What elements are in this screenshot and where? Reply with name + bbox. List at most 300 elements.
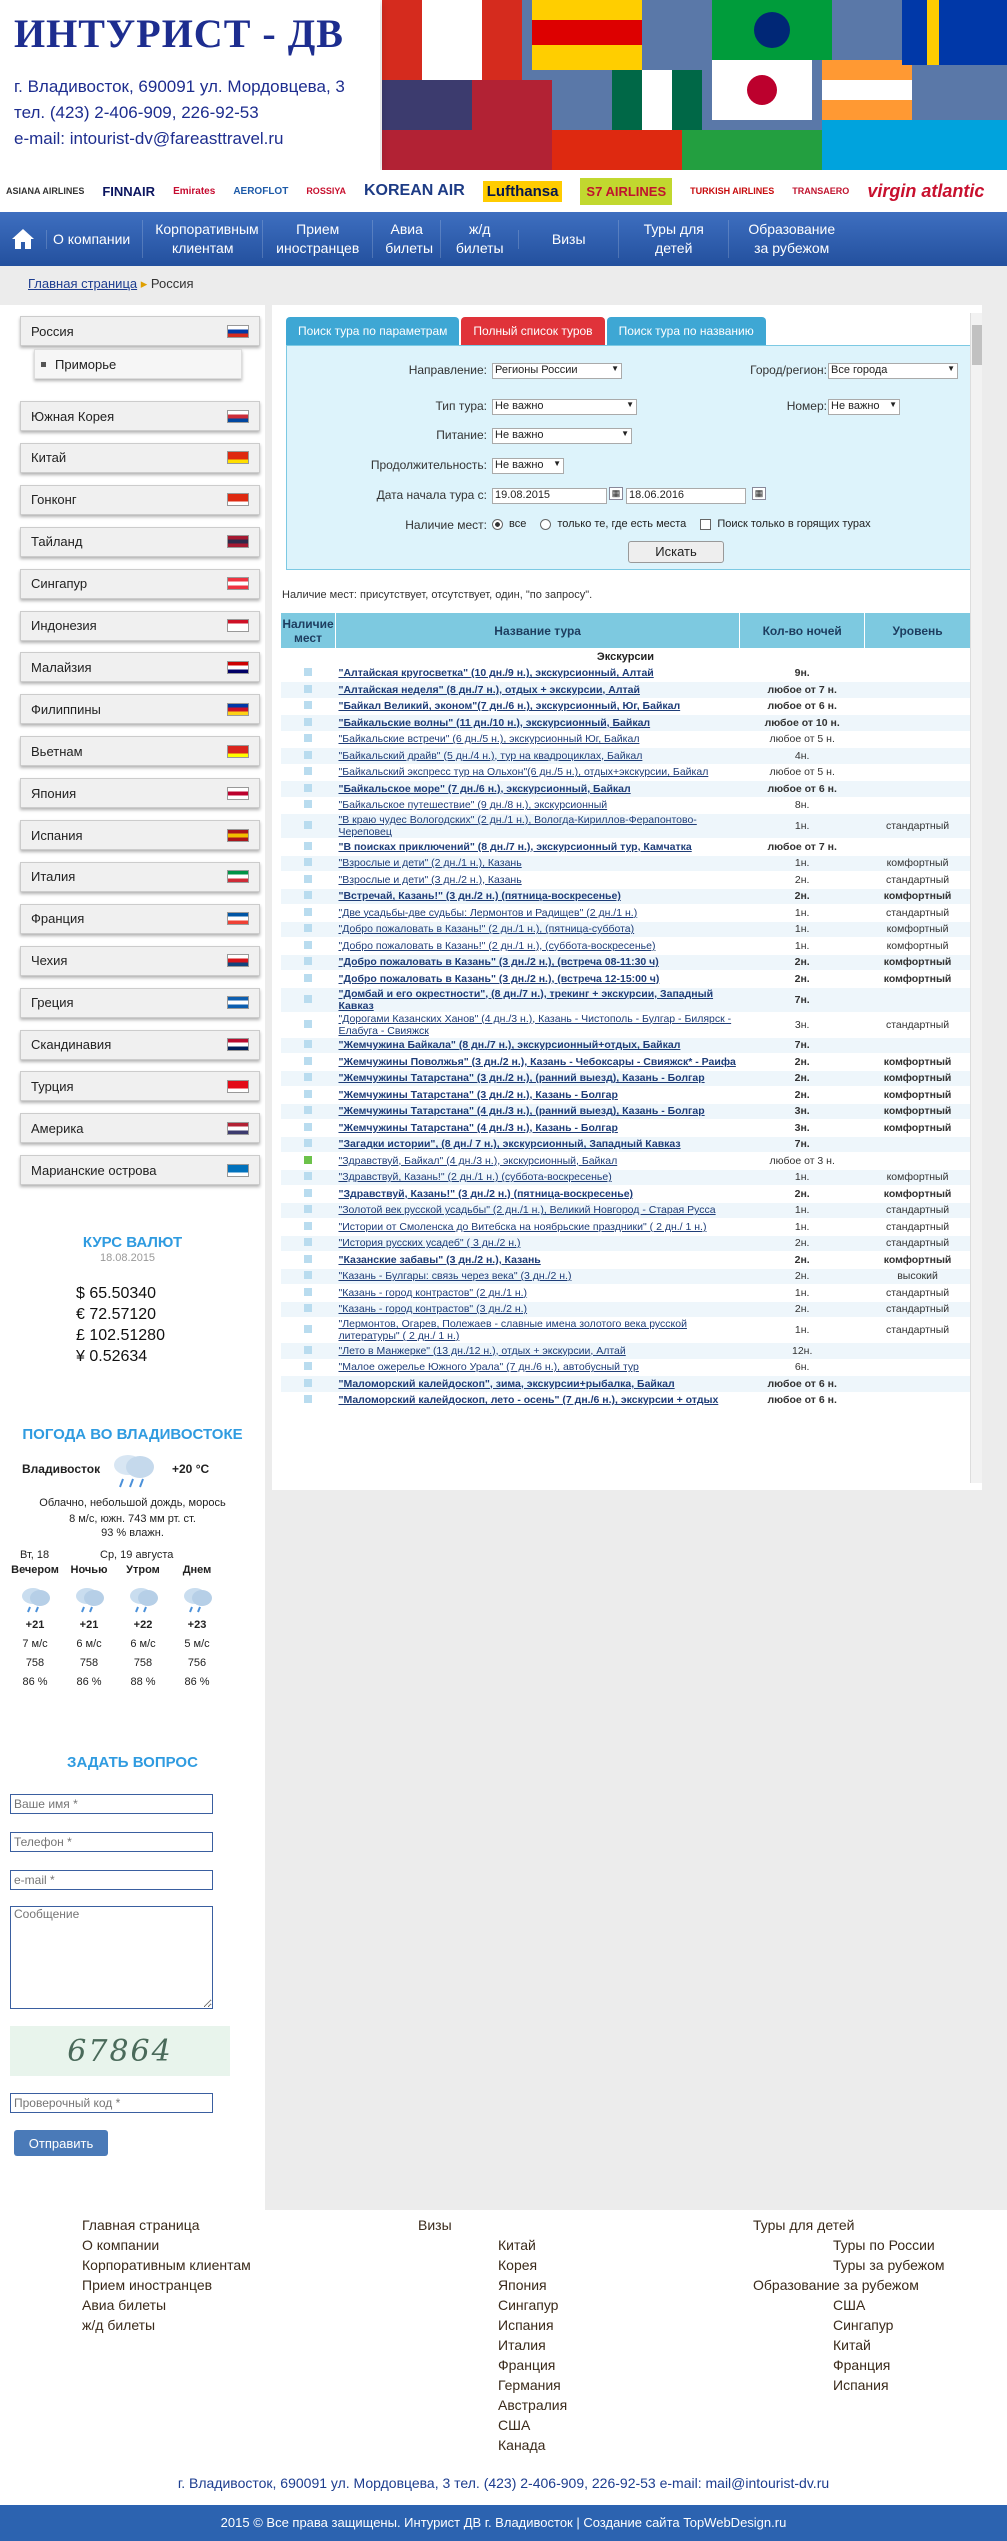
- sidebar-country-item[interactable]: [20, 527, 260, 557]
- country-label: Марианские острова: [31, 1162, 157, 1178]
- table-row: [281, 1343, 971, 1360]
- tour-name-link[interactable]: "Лето в Манжерке" (13 дн./12 н.), отдых + экскурсии, Алтай: [335, 1343, 739, 1360]
- forecast-pressure: 758: [79, 1657, 99, 1669]
- sidebar-country-item[interactable]: [20, 1113, 260, 1143]
- table-row: [281, 855, 971, 872]
- table-row: [281, 1301, 971, 1318]
- nights-cell: 4н.: [740, 748, 865, 765]
- forecast-pressure: 758: [133, 1657, 153, 1669]
- tour-name-link[interactable]: "Маломорский калейдоскоп", зима, экскурсии+рыбалка, Байкал: [335, 1376, 739, 1393]
- availability-marker-icon: [304, 751, 312, 759]
- tour-name-link[interactable]: "Жемчужины Поволжья" (3 дн./2 н.), Казань - Чебоксары - Свияжск* - Раифа: [335, 1054, 739, 1071]
- level-cell: комфортный: [865, 855, 971, 872]
- type-select[interactable]: Не важно ▼: [492, 399, 637, 415]
- tour-name-link[interactable]: "Байкальские волны" (11 дн./10 н.), экскурсионный, Байкал: [335, 715, 739, 732]
- tour-name-link[interactable]: "Взрослые и дети" (2 дн./1 н.), Казань: [335, 855, 739, 872]
- sidebar-country-item[interactable]: [20, 904, 260, 934]
- tour-name-link[interactable]: "Добро пожаловать в Казань" (3 дн./2 н.), (встреча 08-11:30 ч): [335, 954, 739, 971]
- footer-edu-link[interactable]: Франция: [833, 2357, 891, 2373]
- country-label: Испания: [31, 827, 83, 843]
- date-label: Дата начала тура с:: [376, 488, 487, 502]
- food-label: Питание:: [436, 428, 487, 442]
- nav-rail-tickets[interactable]: ж/д билеты: [440, 220, 518, 258]
- nav-inbound[interactable]: Прием иностранцев: [262, 220, 372, 258]
- nights-cell: 2н.: [740, 888, 865, 905]
- tour-name-link[interactable]: "Маломорский калейдоскоп, лето - осень" (7 дн./6 н.), экскурсии + отдых: [335, 1392, 739, 1409]
- nights-cell: 1н.: [740, 905, 865, 922]
- weather-icon: [118, 1580, 168, 1616]
- availability-cell: [281, 698, 336, 715]
- tour-name-link[interactable]: "Встречай, Казань!" (3 дн./2 н.) (пятница-воскресенье): [335, 888, 739, 905]
- tour-name-link[interactable]: "Две усадьбы-две судьбы: Лермонтов и Радищев" (2 дн./1 н.): [335, 905, 739, 922]
- flag-icon: [227, 954, 249, 967]
- footer-visas: [498, 2235, 567, 2455]
- sidebar-country-item[interactable]: [20, 778, 260, 808]
- tour-name-link[interactable]: "Байкальский драйв" (5 дн./4 н.), тур на квадроциклах, Байкал: [335, 748, 739, 765]
- nav-corporate[interactable]: Корпоративным клиентам: [142, 220, 262, 258]
- tour-name-link[interactable]: "Алтайская неделя" (8 дн./7 н.), отдых + экскурсии, Алтай: [335, 682, 739, 699]
- chevron-down-icon: ▼: [947, 364, 955, 373]
- header-phone: тел. (423) 2-406-909, 226-92-53: [14, 103, 259, 122]
- availability-cell: [281, 987, 336, 1012]
- level-cell: комфортный: [865, 921, 971, 938]
- footer-edu-link[interactable]: Испания: [833, 2377, 889, 2393]
- country-label: Россия: [31, 323, 74, 339]
- hot-tours-checkbox[interactable]: [700, 519, 711, 530]
- weather-wind: 8 м/с, южн. 743 мм рт. ст.: [69, 1513, 196, 1525]
- table-row: [281, 1359, 971, 1376]
- tour-name-link[interactable]: "Байкальский экспресс тур на Ольхон"(6 дн./5 н.), отдых+экскурсии, Байкал: [335, 764, 739, 781]
- level-cell: [865, 1037, 971, 1054]
- flag-icon: [227, 703, 249, 716]
- availability-marker-icon: [304, 891, 312, 899]
- tour-name-link[interactable]: "Взрослые и дети" (3 дн./2 н.), Казань: [335, 872, 739, 889]
- radio-all[interactable]: [492, 519, 503, 530]
- availability-marker-icon: [304, 1139, 312, 1147]
- availability-cell: [281, 1343, 336, 1360]
- rate-jpy: ¥ 0.52634: [76, 1348, 148, 1365]
- number-select[interactable]: Не важно ▼: [828, 399, 900, 415]
- availability-marker-icon: [304, 1395, 312, 1403]
- country-label: Вьетнам: [31, 743, 83, 759]
- availability-marker-icon: [304, 974, 312, 982]
- flag-icon: [227, 829, 249, 842]
- direction-label: Направление:: [408, 363, 487, 377]
- nights-cell: 2н.: [740, 954, 865, 971]
- table-row: [281, 764, 971, 781]
- forecast-humidity: 88 %: [130, 1676, 156, 1688]
- table-row: [281, 954, 971, 971]
- availability-cell: [281, 1376, 336, 1393]
- sidebar-country-item[interactable]: [20, 611, 260, 641]
- nights-cell: любое от 6 н.: [740, 698, 865, 715]
- footer-edu-link[interactable]: США: [833, 2297, 866, 2313]
- sidebar-country-item[interactable]: [20, 485, 260, 515]
- send-button[interactable]: Отправить: [14, 2130, 108, 2156]
- forecast-column: [172, 1561, 222, 1692]
- availability-marker-icon: [304, 1073, 312, 1081]
- table-row: [281, 1186, 971, 1203]
- forecast-humidity: 86 %: [76, 1676, 102, 1688]
- level-cell: стандартный: [865, 872, 971, 889]
- availability-marker-icon: [304, 1123, 312, 1131]
- forecast-column: [118, 1561, 168, 1692]
- section-title: Экскурсии: [281, 649, 971, 666]
- level-cell: [865, 698, 971, 715]
- nights-cell: 1н.: [740, 814, 865, 839]
- col-availability[interactable]: Наличие мест: [281, 613, 336, 649]
- nights-cell: 7н.: [740, 987, 865, 1012]
- footer-kids-link[interactable]: Туры по России: [833, 2237, 935, 2253]
- tour-name-link[interactable]: "Байкальское море" (7 дн./6 н.), экскурсионный, Байкал: [335, 781, 739, 798]
- chevron-down-icon: ▼: [621, 429, 629, 438]
- availability-cell: [281, 1037, 336, 1054]
- header: [0, 0, 1007, 212]
- table-row: [281, 1235, 971, 1252]
- nights-cell: 2н.: [740, 1054, 865, 1071]
- chevron-down-icon: ▼: [553, 459, 561, 468]
- country-label: Чехия: [31, 953, 68, 969]
- tour-name-link[interactable]: "Жемчужина Байкала" (8 дн./7 н.), экскурсионный+отдых, Байкал: [335, 1037, 739, 1054]
- phone-input[interactable]: [10, 1832, 213, 1852]
- scrollbar[interactable]: [970, 313, 982, 1483]
- nav-visas[interactable]: Визы: [518, 230, 618, 249]
- forecast-humidity: 86 %: [22, 1676, 48, 1688]
- footer-visa-link[interactable]: Испания: [498, 2317, 554, 2333]
- tour-name-link[interactable]: "Байкальские встречи" (6 дн./5 н.), экскурсионный Юг, Байкал: [335, 731, 739, 748]
- availability-cell: [281, 872, 336, 889]
- nights-cell: 2н.: [740, 1087, 865, 1104]
- nights-cell: 3н.: [740, 1012, 865, 1037]
- main-nav: [0, 212, 1007, 266]
- footer-link[interactable]: Корпоративным клиентам: [82, 2257, 251, 2273]
- availability-cell: [281, 682, 336, 699]
- tour-name-link[interactable]: "Жемчужины Татарстана" (3 дн./2 н.), Казань - Болгар: [335, 1087, 739, 1104]
- sidebar-country-item[interactable]: [20, 401, 260, 431]
- level-cell: комфортный: [865, 1070, 971, 1087]
- airline-logo: AEROFLOT: [233, 185, 289, 197]
- nights-cell: любое от 5 н.: [740, 731, 865, 748]
- table-row: [281, 938, 971, 955]
- availability-marker-icon: [304, 1325, 312, 1333]
- rate-usd: $ 65.50340: [76, 1285, 157, 1302]
- footer-link[interactable]: Авиа билеты: [82, 2297, 167, 2313]
- level-cell: [865, 1392, 971, 1409]
- tour-name-link[interactable]: "Малое ожерелье Южного Урала" (7 дн./6 н.), автобусный тур: [335, 1359, 739, 1376]
- home-icon: [11, 228, 35, 250]
- sidebar-country-item[interactable]: [20, 316, 260, 346]
- tour-name-link[interactable]: "Казань - город контрастов" (3 дн./2 н.): [335, 1301, 739, 1318]
- table-row: [281, 1285, 971, 1302]
- footer-kids-link[interactable]: Туры за рубежом: [833, 2257, 945, 2273]
- places-label: Наличие мест:: [405, 518, 487, 532]
- table-row: [281, 682, 971, 699]
- tour-name-link[interactable]: "Казань - Булгары: связь через века" (3 дн./2 н.): [335, 1268, 739, 1285]
- availability-cell: [281, 1235, 336, 1252]
- availability-marker-icon: [304, 734, 312, 742]
- nights-cell: 1н.: [740, 1169, 865, 1186]
- home-button[interactable]: [0, 212, 46, 266]
- country-label: Сингапур: [31, 576, 88, 592]
- nights-cell: 1н.: [740, 921, 865, 938]
- sidebar-country-item[interactable]: [20, 1071, 260, 1101]
- airline-logo: ASIANA AIRLINES: [6, 186, 85, 196]
- footer-visa-link[interactable]: Сингапур: [498, 2297, 559, 2313]
- radio-only-available[interactable]: [540, 519, 551, 530]
- tour-name-link[interactable]: "Здравствуй, Казань!" (3 дн./2 н.) (пятница-воскресенье): [335, 1186, 739, 1203]
- level-cell: [865, 797, 971, 814]
- footer-link[interactable]: ж/д билеты: [82, 2317, 156, 2333]
- date-from-input[interactable]: 19.08.2015: [492, 488, 607, 504]
- email-input[interactable]: [10, 1870, 213, 1890]
- food-select[interactable]: Не важно ▼: [492, 428, 632, 444]
- availability-legend: Наличие мест: присутствует, отсутствует, один, "по запросу".: [282, 589, 593, 601]
- copyright-bar: 2015 © Все права защищены. Интурист ДВ г. Владивосток | Создание сайта TopWebDesign.ru: [0, 2505, 1007, 2541]
- country-label: Турция: [31, 1078, 74, 1094]
- nav-kids-tours[interactable]: Туры для детей: [618, 220, 728, 258]
- nights-cell: 3н.: [740, 1103, 865, 1120]
- tour-name-link[interactable]: "История русских усадеб" ( 3 дн./2 н.): [335, 1235, 739, 1252]
- table-row: [281, 731, 971, 748]
- tour-name-link[interactable]: "Добро пожаловать в Казань" (3 дн./2 н.), (встреча 12-15:00 ч): [335, 971, 739, 988]
- city-select[interactable]: Все города ▼: [828, 363, 958, 379]
- footer-edu-title[interactable]: Образование за рубежом: [753, 2277, 919, 2293]
- date-to-input[interactable]: 18.06.2016: [626, 488, 746, 504]
- logo-panel: [0, 0, 380, 170]
- availability-cell: [281, 764, 336, 781]
- airline-logo: ROSSIYA: [306, 186, 346, 196]
- footer: [0, 2210, 1007, 2510]
- flag-icon: [227, 1164, 249, 1177]
- level-cell: комфортный: [865, 954, 971, 971]
- table-row: [281, 698, 971, 715]
- search-button[interactable]: Искать: [628, 541, 724, 563]
- tour-name-link[interactable]: "Истории от Смоленска до Витебска на ноябрьские праздники" ( 2 дн./ 1 н.): [335, 1219, 739, 1236]
- rates-list: [76, 1283, 165, 1367]
- logo[interactable]: ИНТУРИСТ - ДВ: [14, 11, 344, 56]
- sidebar-country-item[interactable]: [20, 1155, 260, 1185]
- availability-cell: [281, 855, 336, 872]
- name-input[interactable]: [10, 1794, 213, 1814]
- weather-title: ПОГОДА ВО ВЛАДИВОСТОКЕ: [22, 1426, 243, 1443]
- nights-cell: 6н.: [740, 1359, 865, 1376]
- footer-visa-link[interactable]: США: [498, 2417, 531, 2433]
- message-textarea[interactable]: [10, 1906, 213, 2009]
- level-cell: [865, 1376, 971, 1393]
- flag-icon: [227, 912, 249, 925]
- weather-humidity: 93 % влажн.: [101, 1527, 164, 1539]
- nights-cell: 7н.: [740, 1037, 865, 1054]
- tour-name-link[interactable]: "Дорогами Казанских Ханов" (4 дн./3 н.), Казань - Чистополь - Булгар - Билярск - Елабуга - Свияжск: [335, 1012, 739, 1037]
- tour-name-link[interactable]: "Домбай и его окрестности", (8 дн./7 н.), трекинг + экскурсии, Западный Кавказ: [335, 987, 739, 1012]
- tour-name-link[interactable]: "Здравствуй, Казань!" (2 дн./1 н.) (суббота-воскресенье): [335, 1169, 739, 1186]
- duration-select[interactable]: Не важно ▼: [492, 458, 564, 474]
- availability-marker-icon: [304, 1222, 312, 1230]
- availability-marker-icon: [304, 1288, 312, 1296]
- sidebar-country-item[interactable]: [20, 694, 260, 724]
- footer-edu-link[interactable]: Сингапур: [833, 2317, 894, 2333]
- availability-marker-icon: [304, 1106, 312, 1114]
- weather-desc: Облачно, небольшой дождь, морось: [39, 1497, 226, 1509]
- table-row: [281, 1169, 971, 1186]
- availability-marker-icon: [304, 858, 312, 866]
- tour-name-link[interactable]: "Байкал Великий, эконом"(7 дн./6 н.), экскурсионный, Юг, Байкал: [335, 698, 739, 715]
- cloud-rain-icon: [108, 1447, 158, 1491]
- flag-icon: [227, 577, 249, 590]
- table-row: [281, 665, 971, 682]
- weather-day2: Ср, 19 августа: [100, 1549, 174, 1561]
- footer-visa-link[interactable]: Австралия: [498, 2397, 568, 2413]
- col-tour-name[interactable]: Название тура: [335, 613, 739, 649]
- availability-marker-icon: [304, 957, 312, 965]
- level-cell: [865, 781, 971, 798]
- tab-name-search[interactable]: Поиск тура по названию: [607, 317, 766, 345]
- tour-name-link[interactable]: "Жемчужины Татарстана" (4 дн./3 н.), (ранний выезд), Казань - Болгар: [335, 1103, 739, 1120]
- footer-kids-title[interactable]: Туры для детей: [753, 2217, 855, 2233]
- nights-cell: 2н.: [740, 971, 865, 988]
- tour-name-link[interactable]: "Добро пожаловать в Казань!" (2 дн./1 н.), (пятница-суббота): [335, 921, 739, 938]
- table-row: [281, 781, 971, 798]
- nights-cell: 9н.: [740, 665, 865, 682]
- footer-links: [82, 2215, 251, 2335]
- tour-name-link[interactable]: "Казанские забавы" (3 дн./2 н.), Казань: [335, 1252, 739, 1269]
- table-row: [281, 1318, 971, 1343]
- captcha-input[interactable]: [10, 2093, 213, 2113]
- radio-all-label: все: [509, 518, 527, 530]
- tour-name-link[interactable]: "Алтайская кругосветка" (10 дн./9 н.), экскурсионный, Алтай: [335, 665, 739, 682]
- tour-name-link[interactable]: "Добро пожаловать в Казань!" (2 дн./1 н.), (суббота-воскресенье): [335, 938, 739, 955]
- tour-name-link[interactable]: "Казань - город контрастов" (2 дн./1 н.): [335, 1285, 739, 1302]
- footer-link[interactable]: Главная страница: [82, 2217, 200, 2233]
- level-cell: [865, 1343, 971, 1360]
- table-row: [281, 1392, 971, 1409]
- level-cell: комфортный: [865, 1087, 971, 1104]
- forecast-wind: 6 м/с: [76, 1638, 102, 1650]
- tour-name-link[interactable]: "Золотой век русской усадьбы" (2 дн./1 н.), Великий Новгород - Старая Русса: [335, 1202, 739, 1219]
- footer-visa-link[interactable]: Япония: [498, 2277, 547, 2293]
- level-cell: [865, 839, 971, 856]
- availability-marker-icon: [304, 1271, 312, 1279]
- footer-visa-link[interactable]: Италия: [498, 2337, 546, 2353]
- sidebar-country-item[interactable]: [20, 862, 260, 892]
- forecast-part: Утром: [126, 1564, 160, 1576]
- availability-marker-icon: [304, 941, 312, 949]
- airline-logo: TURKISH AIRLINES: [690, 186, 775, 196]
- tour-name-link[interactable]: "В краю чудес Вологодских" (2 дн./1 н.), Вологда-Кириллов-Ферапонтово-Череповец: [335, 814, 739, 839]
- level-cell: стандартный: [865, 1235, 971, 1252]
- footer-visa-link[interactable]: Канада: [498, 2437, 546, 2453]
- footer-visa-link[interactable]: Франция: [498, 2357, 556, 2373]
- nights-cell: любое от 7 н.: [740, 682, 865, 699]
- footer-link[interactable]: Прием иностранцев: [82, 2277, 213, 2293]
- table-row: [281, 971, 971, 988]
- footer-edu-link[interactable]: Китай: [833, 2337, 871, 2353]
- calendar-icon[interactable]: ▦: [609, 487, 623, 500]
- airline-logo: TRANSAERO: [792, 186, 850, 196]
- hot-tours-label: Поиск только в горящих турах: [717, 518, 871, 530]
- nav-about[interactable]: О компании: [46, 230, 142, 249]
- radio-only-label: только те, где есть места: [557, 518, 687, 530]
- flag-icon: [227, 870, 249, 883]
- level-cell: комфортный: [865, 1186, 971, 1203]
- duration-label: Продолжительность:: [370, 458, 487, 472]
- airline-logo: Emirates: [173, 185, 216, 197]
- nights-cell: 1н.: [740, 938, 865, 955]
- availability-marker-icon: [304, 668, 312, 676]
- bullet-icon: [41, 362, 46, 367]
- tour-name-link[interactable]: "Жемчужины Татарстана" (4 дн./3 н.), Казань - Болгар: [335, 1120, 739, 1137]
- breadcrumb-home[interactable]: Главная страница: [28, 276, 138, 291]
- footer-visas-title[interactable]: Визы: [418, 2217, 452, 2233]
- forecast-wind: 6 м/с: [130, 1638, 156, 1650]
- table-row: [281, 1103, 971, 1120]
- nav-education[interactable]: Образование за рубежом: [728, 220, 854, 258]
- tour-name-link[interactable]: "Загадки истории", (8 дн./ 7 н.), экскурсионный, Западный Кавказ: [335, 1136, 739, 1153]
- header-address: г. Владивосток, 690091 ул. Мордовцева, 3: [14, 77, 345, 96]
- level-cell: [865, 764, 971, 781]
- tab-full-list[interactable]: Полный список туров: [461, 317, 604, 345]
- level-cell: [865, 715, 971, 732]
- sidebar-country-item[interactable]: [20, 569, 260, 599]
- weather-icon: [10, 1580, 60, 1616]
- col-nights[interactable]: Кол-во ночей: [740, 613, 865, 649]
- nights-cell: любое от 10 н.: [740, 715, 865, 732]
- direction-select[interactable]: Регионы России ▼: [492, 363, 622, 379]
- sidebar-country-item[interactable]: [20, 946, 260, 976]
- sidebar-country-item[interactable]: [20, 1030, 260, 1060]
- availability-marker-icon: [304, 784, 312, 792]
- sidebar-country-item[interactable]: [20, 820, 260, 850]
- availability-marker-icon: [304, 1057, 312, 1065]
- tour-name-link[interactable]: "Байкальское путешествие" (9 дн./8 н.), экскурсионный: [335, 797, 739, 814]
- sidebar-country-item[interactable]: [20, 736, 260, 766]
- footer-visa-link[interactable]: Германия: [498, 2377, 561, 2393]
- availability-marker-icon: [304, 842, 312, 850]
- forecast-pressure: 758: [25, 1657, 45, 1669]
- sidebar-country-item[interactable]: [20, 443, 260, 473]
- nights-cell: любое от 6 н.: [740, 1376, 865, 1393]
- footer-link[interactable]: О компании: [82, 2237, 160, 2253]
- sidebar-subitem-primorye[interactable]: [34, 349, 242, 379]
- col-level[interactable]: Уровень: [865, 613, 971, 649]
- footer-visa-link[interactable]: Китай: [498, 2237, 536, 2253]
- level-cell: стандартный: [865, 1318, 971, 1343]
- nights-cell: любое от 6 н.: [740, 781, 865, 798]
- sidebar-country-item[interactable]: [20, 988, 260, 1018]
- table-row: [281, 814, 971, 839]
- tab-params-search[interactable]: Поиск тура по параметрам: [286, 317, 459, 345]
- nights-cell: 2н.: [740, 1186, 865, 1203]
- table-row: [281, 1376, 971, 1393]
- nights-cell: 2н.: [740, 872, 865, 889]
- tour-name-link[interactable]: "Здравствуй, Байкал" (4 дн./3 н.), экскурсионный, Байкал: [335, 1153, 739, 1170]
- level-cell: [865, 665, 971, 682]
- level-cell: стандартный: [865, 1301, 971, 1318]
- weather-day1: Вт, 18: [20, 1549, 50, 1561]
- availability-cell: [281, 1359, 336, 1376]
- footer-visa-link[interactable]: Корея: [498, 2257, 538, 2273]
- calendar-icon[interactable]: ▦: [752, 487, 766, 500]
- tour-name-link[interactable]: "Лермонтов, Огарев, Полежаев - славные имена золотого века русской литературы" ( 2 дн./ 1 н.): [335, 1318, 739, 1343]
- tour-name-link[interactable]: "Жемчужины Татарстана" (3 дн./2 н.), (ранний выезд), Казань - Болгар: [335, 1070, 739, 1087]
- sidebar-country-item[interactable]: [20, 652, 260, 682]
- nights-cell: 1н.: [740, 855, 865, 872]
- nights-cell: 8н.: [740, 797, 865, 814]
- tour-name-link[interactable]: "В поисках приключений" (8 дн./7 н.), экскурсионный тур, Камчатка: [335, 839, 739, 856]
- availability-marker-icon: [304, 821, 312, 829]
- flag-icon: [227, 1080, 249, 1093]
- nav-air-tickets[interactable]: Авиа билеты: [372, 220, 440, 258]
